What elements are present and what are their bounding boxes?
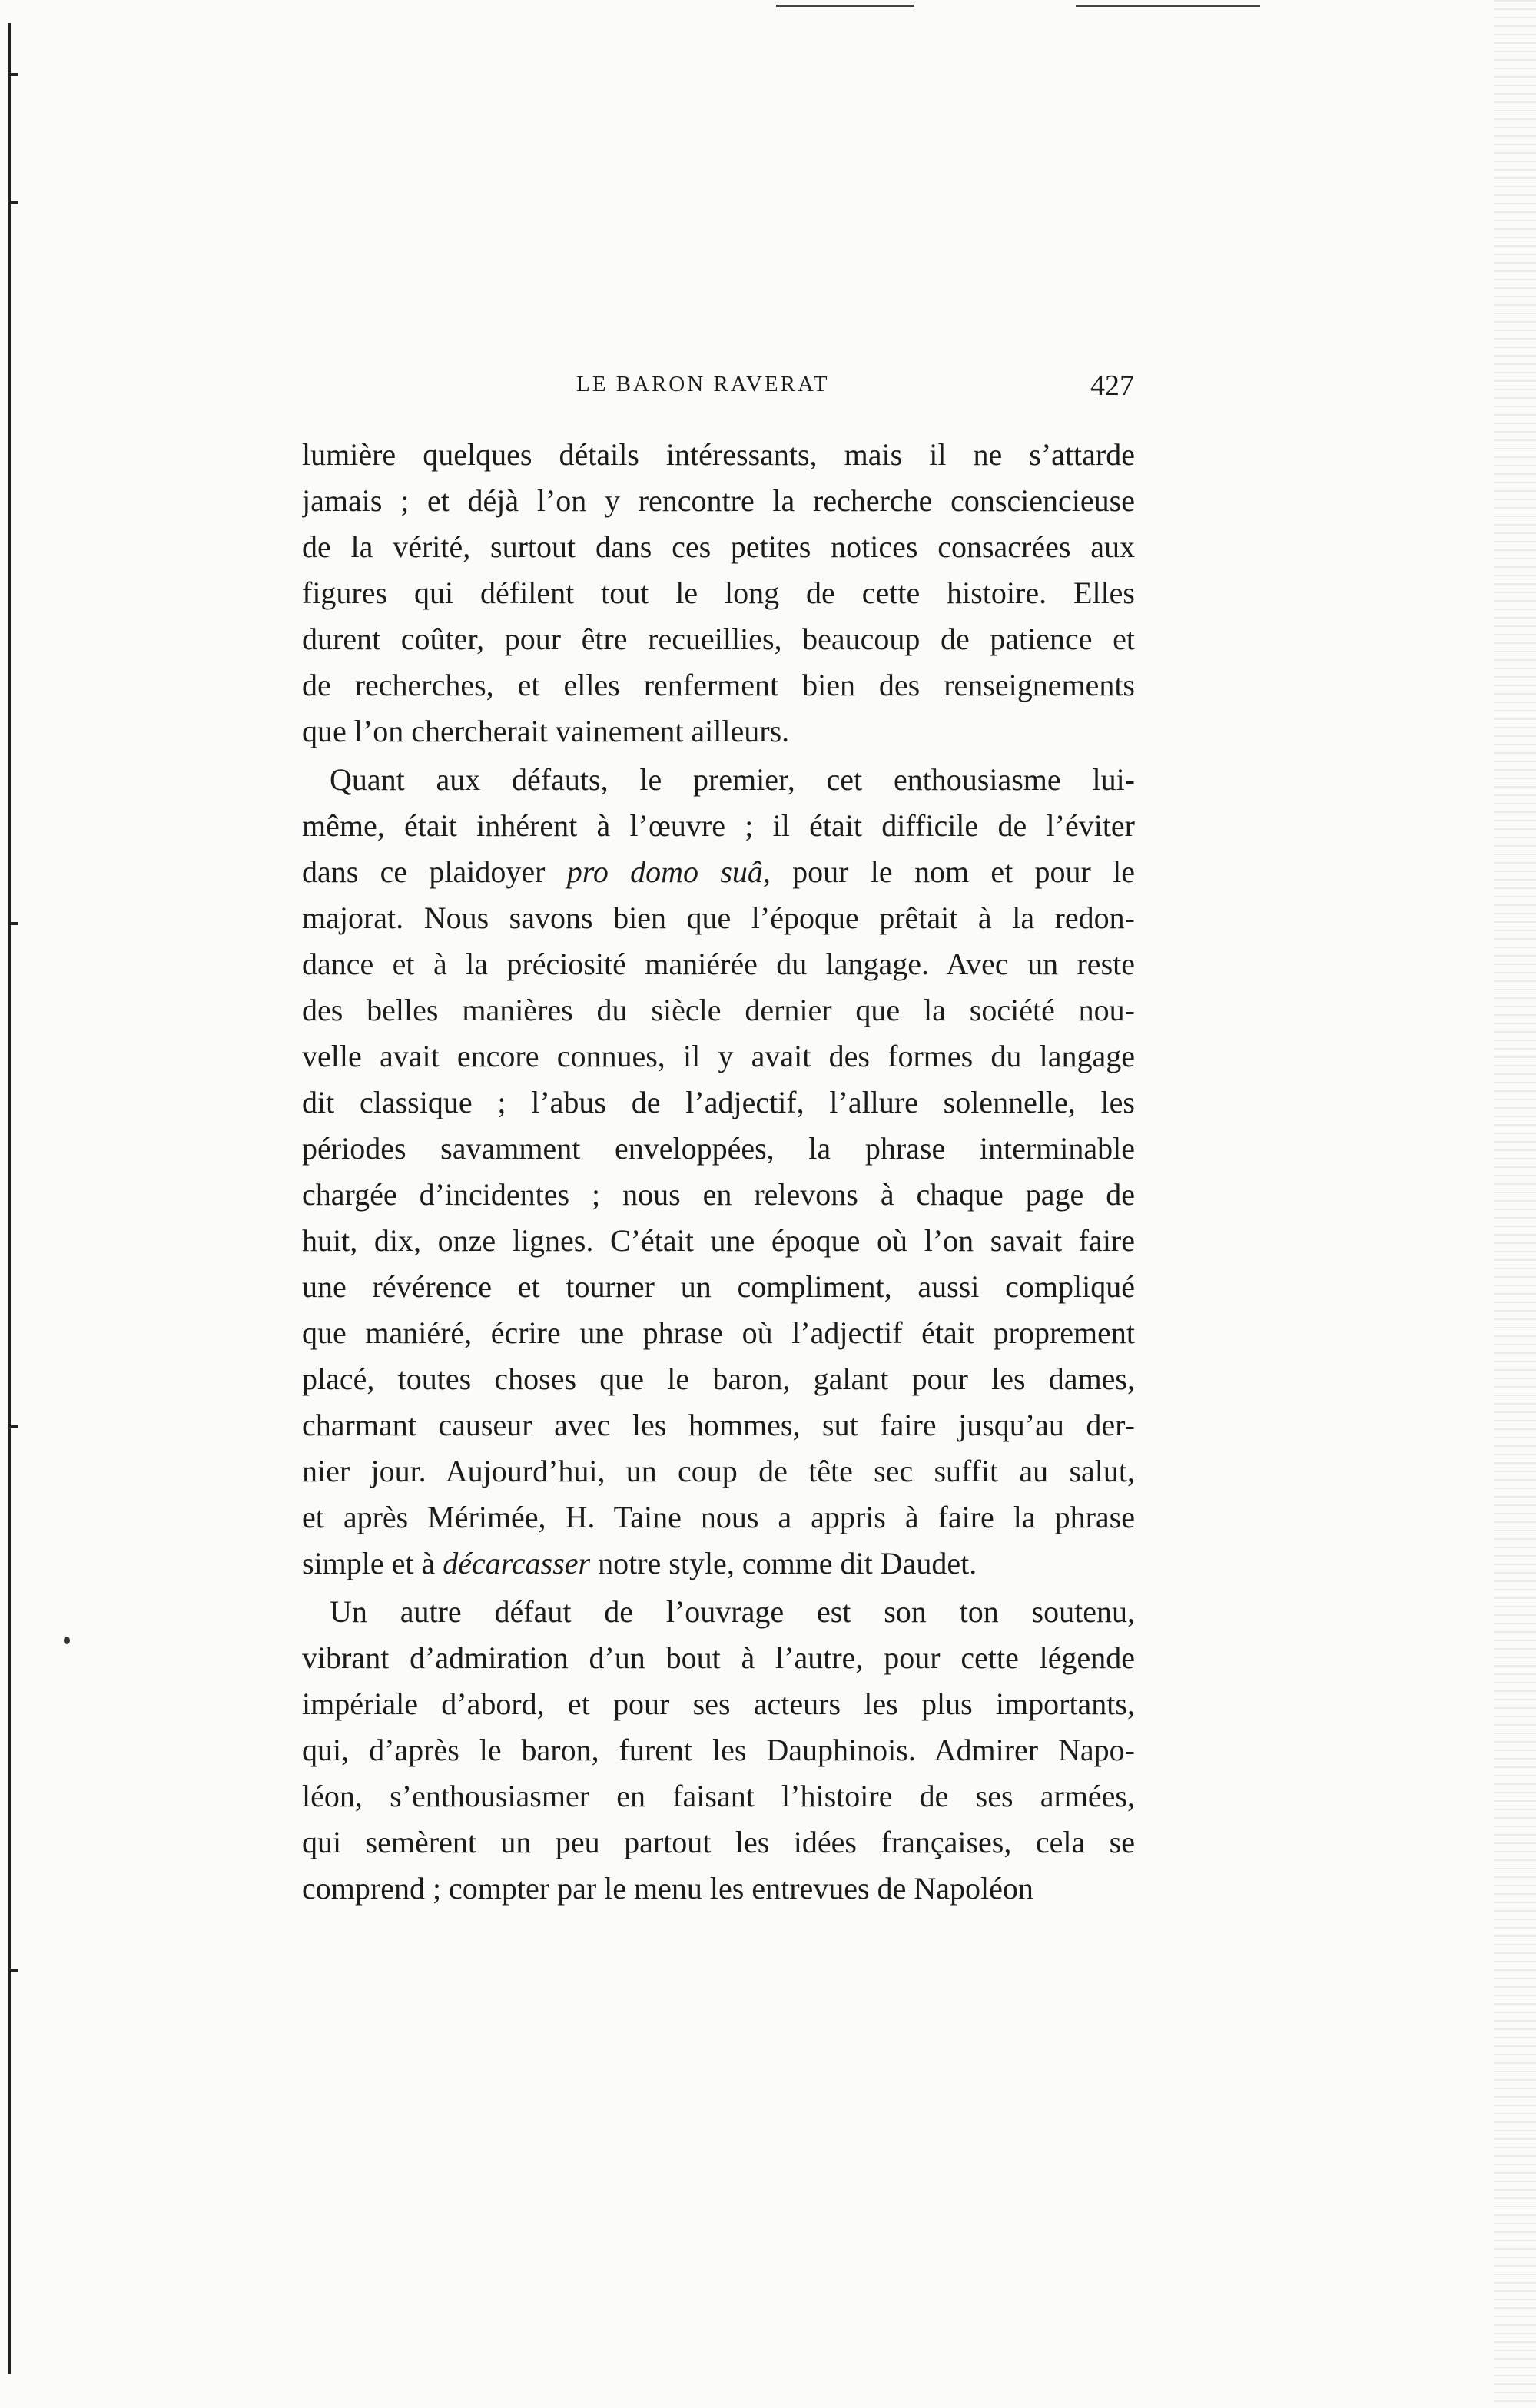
- text-line: une révérence et tourner un compliment, aussi compliqué: [302, 1269, 1135, 1304]
- body-text: [302, 432, 1135, 1912]
- scan-speck: [64, 1637, 70, 1644]
- scan-left-tick: [8, 201, 18, 204]
- paragraph: [302, 432, 1135, 755]
- text-line: qui, d’après le baron, furent les Dauphinois. Admirer Napo-: [302, 1733, 1135, 1767]
- text-line: de la vérité, surtout dans ces petites notices consacrées aux: [302, 529, 1135, 564]
- scan-top-rule: [1076, 5, 1260, 7]
- text-line: dance et à la préciosité maniérée du langage. Avec un reste: [302, 947, 1135, 981]
- running-head: [289, 372, 1134, 410]
- text-line: périodes savamment enveloppées, la phrase interminable: [302, 1131, 1135, 1166]
- text-line: qui semèrent un peu partout les idées françaises, cela se: [302, 1825, 1135, 1859]
- scan-left-tick: [8, 73, 18, 76]
- text-line: que maniéré, écrire une phrase où l’adjectif était proprement: [302, 1315, 1135, 1350]
- paragraph: [302, 1589, 1135, 1912]
- text-line: jamais ; et déjà l’on y rencontre la recherche consciencieuse: [302, 483, 1135, 518]
- italic-phrase: pro domo suâ: [566, 854, 763, 889]
- scan-top-rule: [776, 5, 914, 7]
- page-number: 427: [1090, 370, 1134, 402]
- text-line: majorat. Nous savons bien que l’époque prêtait à la redon-: [302, 901, 1135, 935]
- scan-left-rule: [8, 23, 11, 2374]
- text-line: nier jour. Aujourd’hui, un coup de tête sec suffit au salut,: [302, 1454, 1135, 1488]
- scan-left-tick: [8, 1969, 18, 1972]
- text-line: de recherches, et elles renferment bien des renseignements: [302, 668, 1135, 702]
- text-line: huit, dix, onze lignes. C’était une époque où l’on savait faire: [302, 1223, 1135, 1258]
- text-line: dit classique ; l’abus de l’adjectif, l’allure solennelle, les: [302, 1085, 1135, 1119]
- text-line: placé, toutes choses que le baron, galant pour les dames,: [302, 1362, 1135, 1396]
- text-line: léon, s’enthousiasmer en faisant l’histoire de ses armées,: [302, 1779, 1135, 1813]
- scan-left-tick: [8, 1425, 18, 1428]
- text-line: et après Mérimée, H. Taine nous a appris à faire la phrase: [302, 1500, 1135, 1534]
- text-line: figures qui défilent tout le long de cette histoire. Elles: [302, 575, 1135, 610]
- running-head-title: LE BARON RAVERAT: [576, 372, 830, 396]
- text-line: comprend ; compter par le menu les entrevues de Napoléon: [302, 1871, 1033, 1906]
- text-line: lumière quelques détails intéressants, mais il ne s’attarde: [302, 437, 1135, 472]
- scan-left-tick: [8, 922, 18, 925]
- text-line: que l’on chercherait vainement ailleurs.: [302, 714, 790, 748]
- text-line: charmant causeur avec les hommes, sut faire jusqu’au der-: [302, 1408, 1135, 1442]
- text-line: velle avait encore connues, il y avait des formes du langage: [302, 1039, 1135, 1073]
- text-line: durent coûter, pour être recueillies, beaucoup de patience et: [302, 622, 1135, 656]
- text-line: simple et à décarcasser notre style, comme dit Daudet.: [302, 1546, 977, 1580]
- text-line: impériale d’abord, et pour ses acteurs les plus importants,: [302, 1687, 1135, 1721]
- text-line: des belles manières du siècle dernier que la société nou-: [302, 993, 1135, 1027]
- paragraph: [302, 757, 1135, 1587]
- text-line: vibrant d’admiration d’un bout à l’autre, pour cette légende: [302, 1640, 1135, 1675]
- italic-phrase: décarcasser: [443, 1546, 591, 1580]
- text-line: chargée d’incidentes ; nous en relevons à chaque page de: [302, 1177, 1135, 1212]
- text-line: Quant aux défauts, le premier, cet enthousiasme lui-: [330, 762, 1135, 797]
- text-line: même, était inhérent à l’œuvre ; il était difficile de l’éviter: [302, 808, 1135, 843]
- scan-right-edge: [1494, 0, 1536, 2408]
- text-line: dans ce plaidoyer pro domo suâ, pour le nom et pour le: [302, 854, 1135, 889]
- text-line: Un autre défaut de l’ouvrage est son ton soutenu,: [330, 1594, 1135, 1629]
